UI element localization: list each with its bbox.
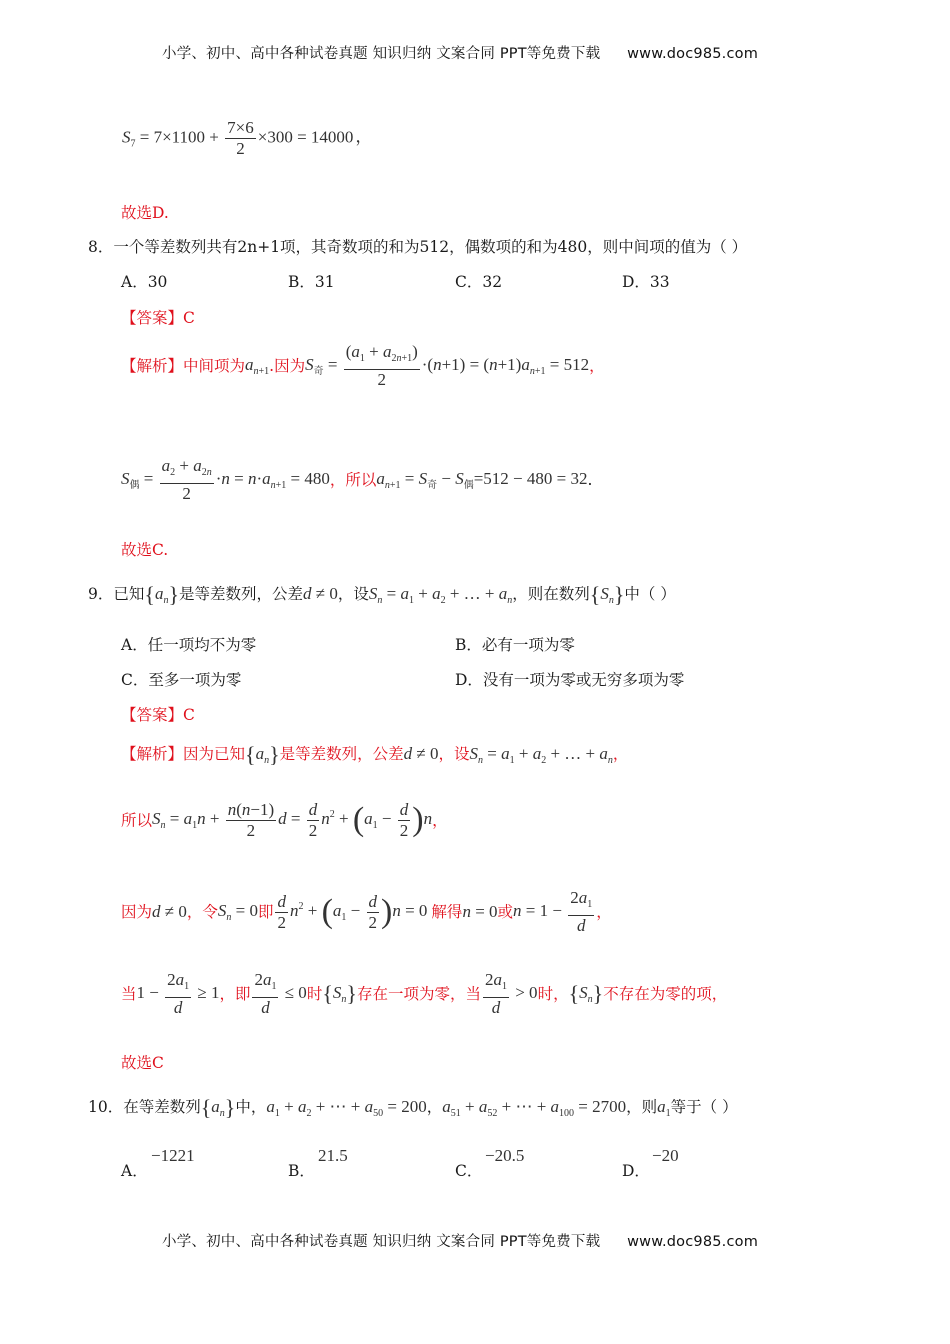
q7-choose: 故选D. xyxy=(121,204,169,222)
q9-when-d: 存在一项为零，当 xyxy=(356,985,481,1003)
q9-stem-c: ，设 xyxy=(337,584,369,603)
q10-option-d-value: −20 xyxy=(652,1146,679,1165)
q8-so: ，所以 xyxy=(329,471,377,489)
q10-option-a-label: A． xyxy=(121,1162,148,1180)
q9-because-b: ，令 xyxy=(186,903,218,921)
q9-because-e: 或 xyxy=(497,903,514,921)
q10-option-c-value: −20.5 xyxy=(485,1146,525,1165)
q10-stem-c: ， xyxy=(426,1097,443,1116)
q8-option-d: D．33 xyxy=(622,273,670,291)
q10-option-d-label: D． xyxy=(622,1162,650,1180)
q8-analysis-label: 【解析】中间项为 xyxy=(121,357,246,375)
q9-choose: 故选C xyxy=(121,1054,164,1072)
q9-analysis-c: ，设 xyxy=(438,744,470,763)
q8-option-c: C．32 xyxy=(455,273,503,291)
q10-option-b-label: B． xyxy=(288,1162,315,1180)
q9-analysis-line: 【解析】因为已知$\{a_n\}$是等差数列，公差d ≠ 0，设$S_n = a_1 + a_2$ + … + $a_n$， xyxy=(121,742,629,767)
q9-when-e: 时， xyxy=(537,985,569,1003)
page-header xyxy=(162,42,758,63)
q10-stem-d: ，则 xyxy=(626,1097,658,1116)
page-footer xyxy=(162,1230,758,1251)
q8-option-b: B．31 xyxy=(288,273,335,291)
q10-stem: 10．在等差数列$\{a_n\}$中，$a_1 + a_2$ + ⋯ + $a_{50} = 200$，$a_{51} + a_{52}$ + ⋯ + $a_{100} = 2700$，则$a_1$等于（ ） xyxy=(88,1095,738,1120)
q9-so-line: 所以$S_n = a_1n$ + $\frac{n(n-1)}{2}$ d = $\frac{d}{2}$ $n^2 + (a_1$ − $\frac{d}{2}$ )n， xyxy=(121,800,448,840)
q9-because-a: 因为 xyxy=(121,903,153,921)
footer-text: 小学、初中、高中各种试卷真题 知识归纳 文案合同 PPT等免费下载 xyxy=(162,1234,601,1250)
q8-answer: 【答案】C xyxy=(121,309,195,327)
q9-option-c: C．至多一项为零 xyxy=(121,671,242,689)
q9-because-d: 解得 xyxy=(431,903,463,921)
q10-option-c-label: C． xyxy=(455,1162,483,1180)
q9-option-b: B．必有一项为零 xyxy=(455,636,575,654)
q9-answer: 【答案】C xyxy=(121,706,195,724)
q8-choose: 故选C. xyxy=(121,541,169,559)
q9-stem-d: ，则在数列 xyxy=(512,584,590,603)
q9-when-line: 当1 − $\frac{2a_1}{d}$ ≥ 1，即 $\frac{2a_1}{d}$ ≤ 0时$\{S_n\}$存在一项为零，当 $\frac{2a_1}{d}$ > 0时，$\{S_n\}$不存在为零的项， xyxy=(121,970,728,1017)
header-url: www.doc985.com xyxy=(627,46,759,62)
q9-option-a: A．任一项均不为零 xyxy=(121,636,257,654)
q9-when-c: 时 xyxy=(306,985,323,1003)
q9-stem-b: 是等差数列，公差 xyxy=(179,584,304,603)
q9-stem: 9．已知$\{a_n\}$是等差数列，公差d ≠ 0，设$S_n = a_1 + a_2$ + … + $a_n$，则在数列$\{S_n\}$中（ ） xyxy=(88,582,676,607)
q9-when-f: 不存在为零的项， xyxy=(603,985,728,1003)
q9-when-b: ，即 xyxy=(219,985,251,1003)
q10-stem-e: 等于（ ） xyxy=(670,1097,738,1116)
q9-stem-e: 中（ ） xyxy=(624,584,676,603)
q9-because-c: 即 xyxy=(257,903,274,921)
q9-stem-a: 9．已知 xyxy=(88,584,145,603)
q10-option-b-value: 21.5 xyxy=(318,1146,348,1165)
q9-because-line: 因为d ≠ 0，令$S_n = 0$即 $\frac{d}{2}$ $n^2 + (a_1$ − $\frac{d}{2}$ )n = 0 解得n = 0或n = 1 − $\frac{2a_1}{d}$ ， xyxy=(121,888,612,935)
q9-when-a: 当 xyxy=(121,985,137,1003)
q10-stem-b: 中， xyxy=(235,1097,267,1116)
q8-because: .因为 xyxy=(269,357,306,375)
q9-so: 所以 xyxy=(121,811,153,830)
q8-even-line: $S_偶$ = $\frac{a_2 + a_{2n}}{2}$ $\cdot n = n\cdot a_{n+1} = 480$，所以$a_{n+1} = S_奇 - S_偶=512 - 480 = 32$. xyxy=(121,456,593,503)
footer-url: www.doc985.com xyxy=(627,1234,759,1250)
q8-stem: 8．一个等差数列共有2n+1项，其奇数项的和为512，偶数项的和为480，则中间项的值为（ ） xyxy=(88,238,748,256)
q10-stem-a: 10．在等差数列 xyxy=(88,1097,201,1116)
q9-analysis-b: 是等差数列，公差 xyxy=(279,744,404,763)
q8-option-a: A．30 xyxy=(121,273,168,291)
q7-formula: $S_7 = 7\times 1100$ + $\frac{7\times 6}{2}$ ×300 = 14000 ， xyxy=(122,118,373,158)
q9-analysis-a: 【解析】因为已知 xyxy=(121,744,246,763)
header-text: 小学、初中、高中各种试卷真题 知识归纳 文案合同 PPT等免费下载 xyxy=(162,46,601,62)
q9-option-d: D．没有一项为零或无穷多项为零 xyxy=(455,671,685,689)
q10-option-a-value: −1221 xyxy=(151,1146,195,1165)
q8-analysis-line: 【解析】中间项为$a_{n+1}$.因为$S_奇$ = $\frac{(a_1 + a_{2n+1})}{2}$ $\cdot(n+1) = (n+1)a_{n+1} = 512$， xyxy=(121,342,605,389)
